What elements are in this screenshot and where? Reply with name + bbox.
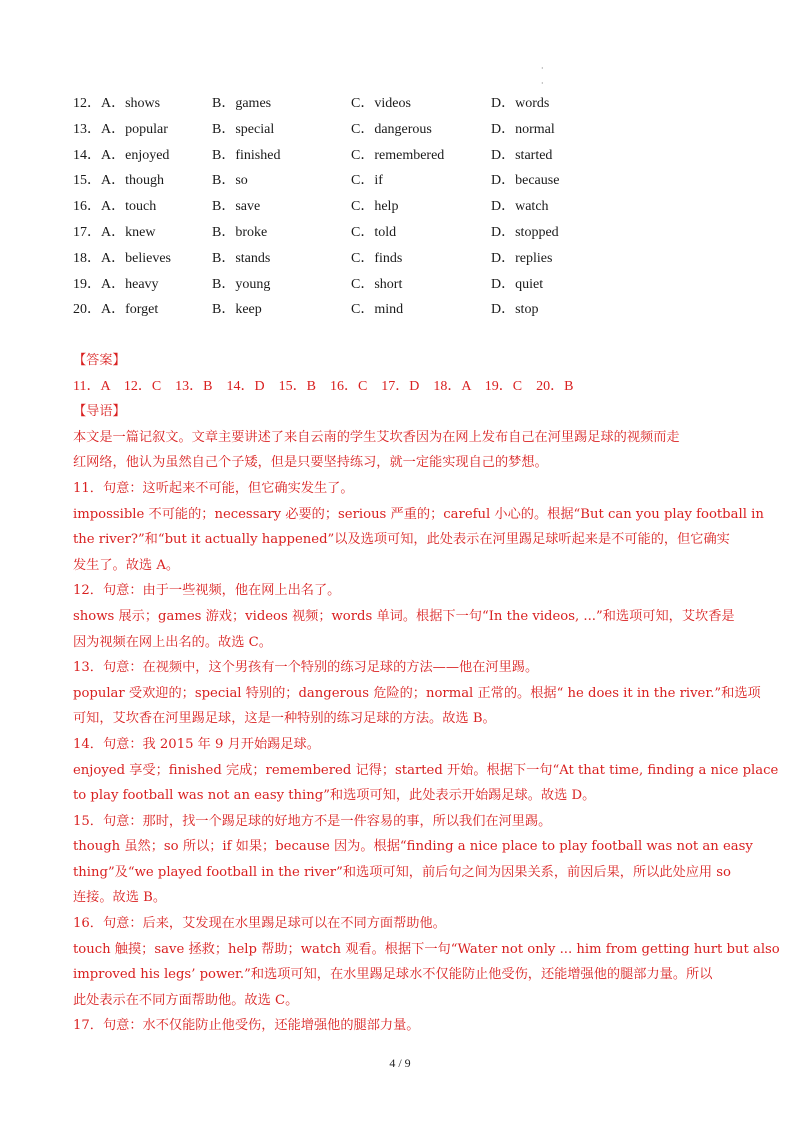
answer-key: 11．A 12．C 13．B 14．D 15．B 16．C 17．D 18．A 19．C 20．B	[73, 378, 574, 394]
corner-mark: ·	[541, 64, 544, 73]
option-cell: 17．A．knew	[73, 224, 156, 240]
option-cell: 18．A．believes	[73, 250, 171, 266]
option-cell: B．save	[212, 199, 261, 215]
explanation-line: though 虽然；so 所以；if 如果；because 因为。根据“finding a nice place to play football was not an easy	[73, 839, 753, 855]
option-row	[73, 249, 733, 275]
option-cell: B．finished	[212, 147, 281, 163]
option-cell: D．started	[491, 147, 553, 163]
option-row	[73, 197, 733, 223]
option-cell: D．watch	[491, 199, 549, 215]
explanation-line: the river?”和“but it actually happened”以及选项可知，此处表示在河里踢足球听起来是不可能的，但它确实	[73, 532, 730, 548]
explanation-line: shows 展示；games 游戏；videos 视频；words 单词。根据下一句“In the videos, ...”和选项可知，艾坎香是	[73, 608, 735, 624]
answer-section	[73, 348, 780, 1039]
explanation-line: 16．句意：后来，艾发现在水里踢足球可以在不同方面帮助他。	[73, 916, 446, 932]
option-cell: C．help	[351, 199, 399, 215]
option-cell: 19．A．heavy	[73, 276, 159, 292]
option-cell: C．short	[351, 276, 403, 292]
option-row	[73, 300, 733, 326]
explanation-line: 15．句意：那时，找一个踢足球的好地方不是一件容易的事，所以我们在河里踢。	[73, 813, 552, 829]
option-cell: B．so	[212, 173, 248, 189]
option-cell: D．because	[491, 173, 560, 189]
option-row	[73, 171, 733, 197]
explanation-line: popular 受欢迎的；special 特别的；dangerous 危险的；normal 正常的。根据“ he does it in the river.”和选项	[73, 685, 761, 701]
option-cell: C．remembered	[351, 147, 445, 163]
explanation-line: 发生了。故选 A。	[73, 557, 180, 573]
option-row	[73, 120, 733, 146]
explanation-line: 本文是一篇记叙文。文章主要讲述了来自云南的学生艾坎香因为在网上发布自己在河里踢足球的视频而走	[73, 429, 680, 445]
explanation-line: 17．句意：水不仅能防止他受伤，还能增强他的腿部力量。	[73, 1018, 420, 1034]
explanation-line: 11．句意：这听起来不可能，但它确实发生了。	[73, 480, 354, 496]
option-cell: 13．A．popular	[73, 121, 168, 137]
option-cell: D．stop	[491, 302, 539, 318]
option-cell: C．dangerous	[351, 121, 432, 137]
option-cell: C．finds	[351, 250, 403, 266]
answer-heading: 【答案】	[73, 353, 126, 368]
option-row	[73, 146, 733, 172]
option-cell: B．games	[212, 96, 272, 111]
option-cell: 16．A．touch	[73, 199, 157, 215]
option-cell: D．replies	[491, 250, 553, 266]
option-table	[73, 94, 733, 326]
option-cell: D．words	[491, 96, 550, 111]
explanation-line: thing”及“we played football in the river”和选项可知，前后句之间为因果关系，前因后果，所以此处应用 so	[73, 864, 731, 880]
option-cell: 14．A．enjoyed	[73, 147, 170, 163]
option-cell: C．told	[351, 224, 397, 240]
explanation-line: 红网络，他认为虽然自己个子矮，但是只要坚持练习，就一定能实现自己的梦想。	[73, 455, 548, 471]
option-cell: 20．A．forget	[73, 302, 159, 318]
explanation-line: 此处表示在不同方面帮助他。故选 C。	[73, 992, 299, 1008]
option-cell: 12．A．shows	[73, 96, 161, 111]
option-row	[73, 223, 733, 249]
explanation-body	[73, 425, 780, 1039]
option-cell: D．quiet	[491, 276, 544, 292]
explanation-line: impossible 不可能的；necessary 必要的；serious 严重的；careful 小心的。根据“But can you play football in	[73, 506, 764, 522]
explanation-line: 因为视频在网上出名的。故选 C。	[73, 634, 272, 650]
guide-heading: 【导语】	[73, 404, 126, 420]
explanation-line: enjoyed 享受；finished 完成；remembered 记得；started 开始。根据下一句“At that time, finding a nice place	[73, 762, 779, 778]
explanation-line: 12．句意：由于一些视频，他在网上出名了。	[73, 583, 341, 599]
explanation-line: 连接。故选 B。	[73, 890, 167, 906]
option-cell: B．broke	[212, 224, 268, 240]
page-number: 4 / 9	[389, 1056, 411, 1070]
explanation-line: 可知，艾坎香在河里踢足球，这是一种特别的练习足球的方法。故选 B。	[73, 711, 496, 727]
option-row	[73, 94, 733, 120]
option-cell: C．videos	[351, 96, 411, 111]
option-row	[73, 275, 733, 301]
option-cell: C．mind	[351, 302, 404, 318]
option-cell: D．normal	[491, 121, 555, 137]
explanation-line: 13．句意：在视频中，这个男孩有一个特别的练习足球的方法——他在河里踢。	[73, 660, 539, 676]
option-cell: B．special	[212, 121, 275, 137]
option-cell: 15．A．though	[73, 173, 164, 189]
explanation-line: to play football was not an easy thing”和选项可知，此处表示开始踢足球。故选 D。	[73, 788, 596, 804]
explanation-line: 14．句意：我 2015 年 9 月开始踢足球。	[73, 736, 320, 752]
option-cell: B．stands	[212, 250, 271, 266]
option-cell: D．stopped	[491, 224, 559, 240]
corner-mark: ·	[541, 79, 544, 88]
option-cell: B．young	[212, 276, 271, 292]
option-cell: C．if	[351, 173, 383, 189]
option-cell: B．keep	[212, 302, 262, 318]
explanation-line: improved his legs’ power.”和选项可知，在水里踢足球水不仅能防止他受伤，还能增强他的腿部力量。所以	[73, 967, 713, 983]
explanation-line: touch 触摸；save 拯救；help 帮助；watch 观看。根据下一句“Water not only ... him from getting hurt but also	[73, 941, 780, 957]
